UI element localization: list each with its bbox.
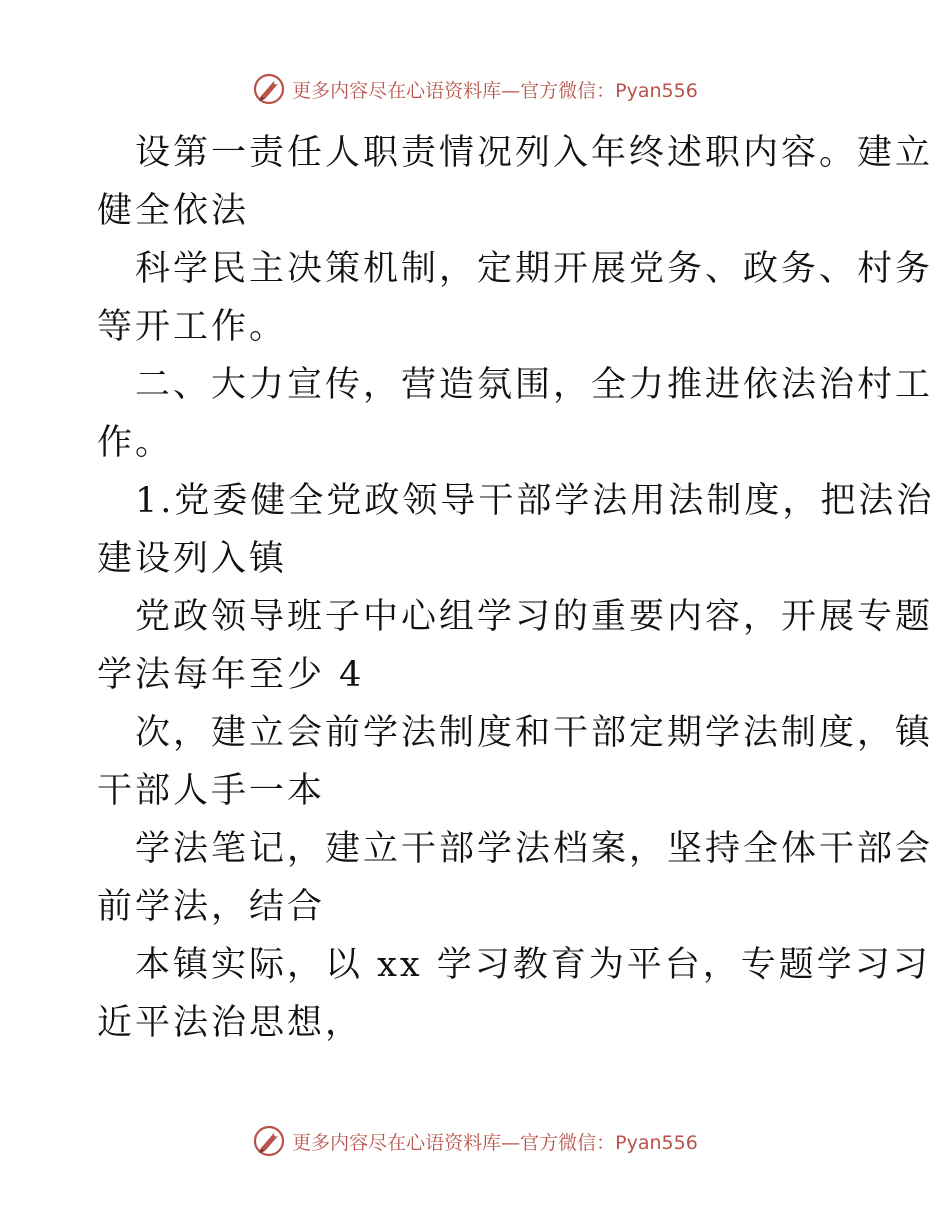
pen-logo-icon	[252, 1124, 286, 1158]
text-line: 近平法治思想，	[97, 1003, 364, 1043]
text-line: 健全依法	[97, 191, 250, 231]
text-line: 本镇实际，以 xx 学习教育为平台，专题学习习	[135, 945, 931, 985]
text-line: 建设列入镇	[97, 539, 288, 579]
text-line: 等开工作。	[97, 307, 288, 347]
text-line: 二、大力宣传，营造氛围，全力推进依法治村工	[135, 365, 934, 405]
wechat-id: Pyan556	[615, 1131, 698, 1154]
pen-logo-icon	[252, 72, 286, 106]
text-line: 设第一责任人职责情况列入年终述职内容。建立	[135, 133, 934, 173]
text-line: 党政领导班子中心组学习的重要内容，开展专题	[135, 597, 934, 637]
watermark-text: 更多内容尽在心语资料库—官方微信：Pyan556	[292, 79, 698, 102]
text-line: 1.党委健全党政领导干部学法用法制度，把法治	[135, 481, 935, 521]
watermark-text: 更多内容尽在心语资料库—官方微信：Pyan556	[292, 1131, 698, 1154]
text-line: 次，建立会前学法制度和干部定期学法制度，镇	[135, 713, 934, 753]
wechat-id: Pyan556	[615, 79, 698, 102]
text-line: 作。	[97, 423, 174, 463]
text-line: 科学民主决策机制，定期开展党务、政务、村务	[135, 249, 934, 289]
document-body	[97, 124, 935, 1052]
text-line: 前学法，结合	[97, 887, 326, 927]
header-watermark	[0, 72, 950, 106]
text-line: 学法笔记，建立干部学法档案，坚持全体干部会	[135, 829, 934, 869]
text-line: 干部人手一本	[97, 771, 326, 811]
text-line: 学法每年至少 4	[97, 655, 365, 695]
footer-watermark	[0, 1124, 950, 1158]
